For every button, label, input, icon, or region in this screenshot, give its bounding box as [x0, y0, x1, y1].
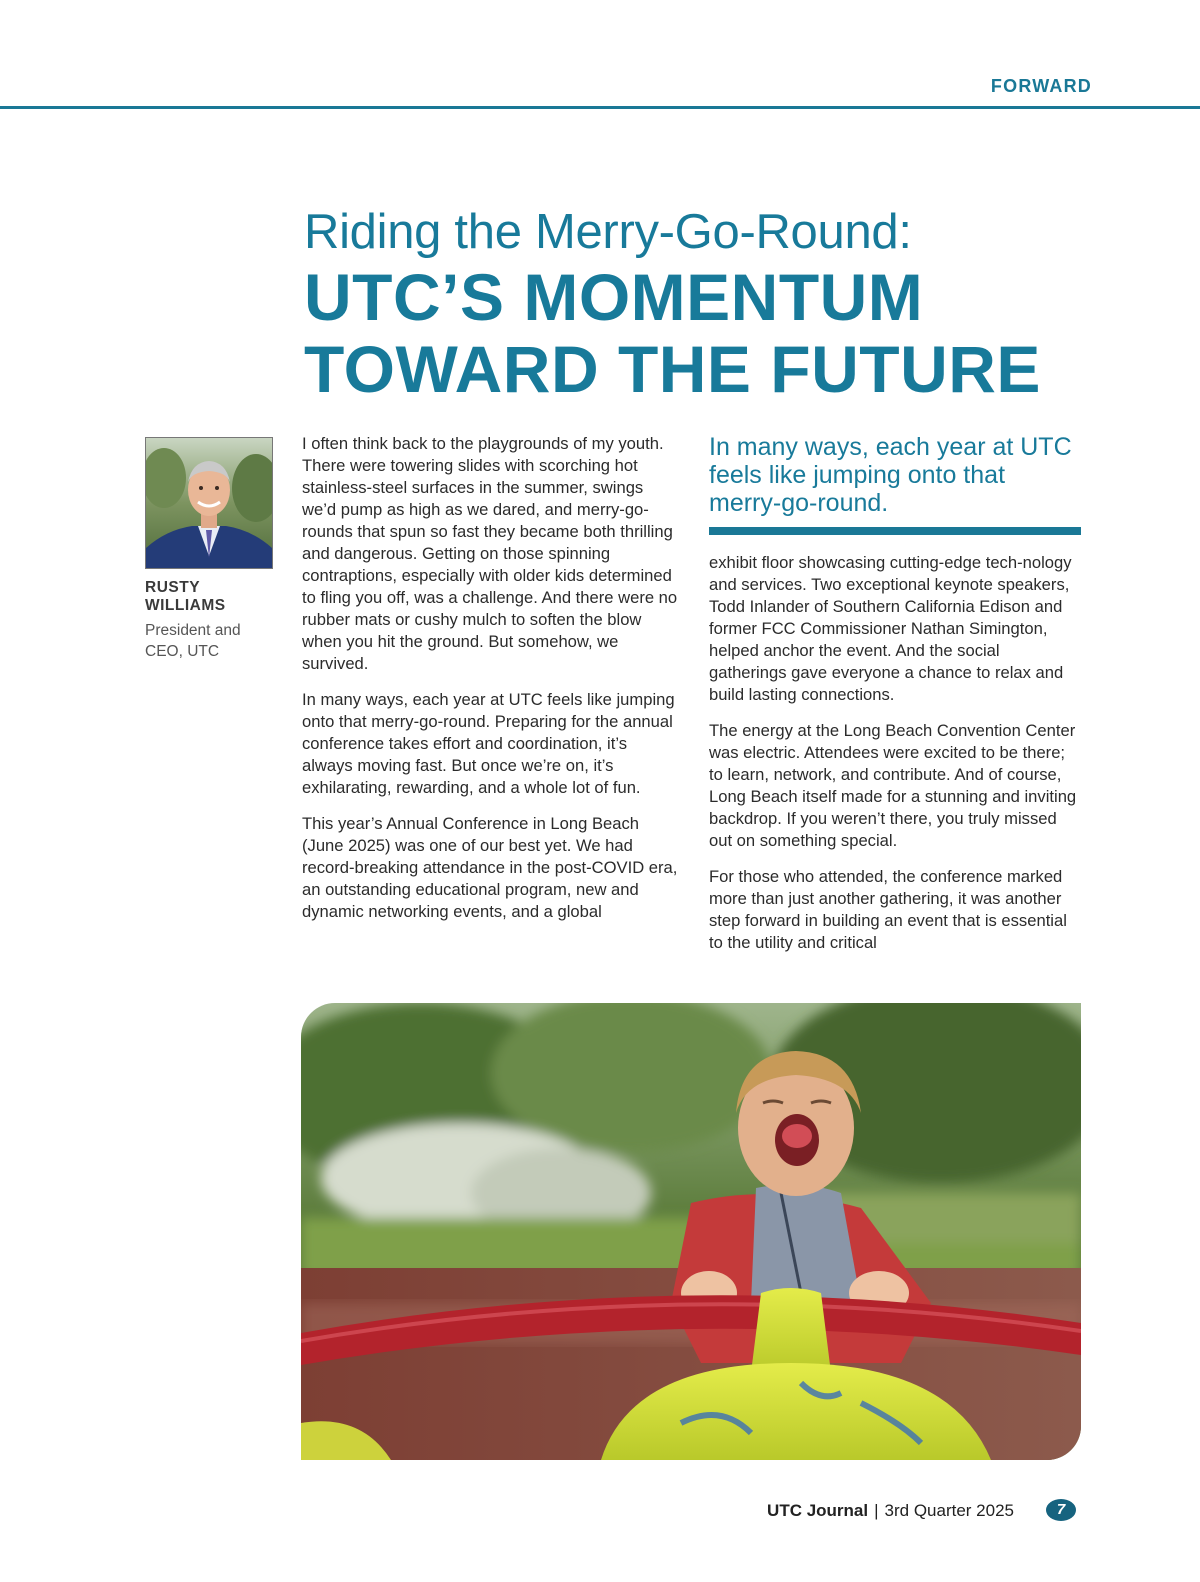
page-number-badge: 7	[1046, 1499, 1076, 1521]
body-paragraph: This year’s Annual Conference in Long Beach (June 2025) was one of our best yet. We had record-breaking attendance in the post-COVID era, an outstanding educational program, new and dynamic networking events, and a global	[302, 814, 678, 921]
footer-separator: |	[874, 1501, 879, 1520]
author-name: RUSTY WILLIAMS	[145, 579, 226, 614]
author-photo	[145, 437, 273, 569]
body-paragraph: I often think back to the playgrounds of my youth. There were towering slides with scorching hot stainless-steel surfaces in the summer, swings we’d pump as high as we dared, and merry-go-rounds that spun so fast they became both thrilling and dangerous. Getting on those spinning contraptions, especially with older kids determined to fling you off, was a challenge. And there were no rubber mats or cushy mulch to soften the blow when you hit the ground. But somehow, we survived.	[302, 434, 678, 673]
title-main-line-1: UTC’S MOMENTUM	[304, 260, 924, 334]
footer-issue: 3rd Quarter 2025	[884, 1501, 1014, 1520]
pull-quote-rule	[709, 527, 1081, 535]
article-title	[304, 203, 1094, 405]
header-rule	[0, 106, 1200, 109]
body-paragraph: For those who attended, the conference marked more than just another gathering, it was another step forward in building an event that is essential to the utility and critical	[709, 867, 1067, 952]
title-main-line-2: TOWARD THE FUTURE	[304, 332, 1041, 406]
pull-quote: In many ways, each year at UTC feels like jumping onto that merry-go-round.	[709, 433, 1072, 517]
author-byline	[145, 437, 277, 662]
body-paragraph: The energy at the Long Beach Convention Center was electric. Attendees were excited to be there; to learn, network, and contribute. And of course, Long Beach itself made for a stunning and inviting backdrop. If you weren’t there, you truly missed out on something special.	[709, 721, 1077, 850]
author-title	[145, 620, 277, 662]
footer-text	[767, 1501, 1014, 1521]
title-kicker: Riding the Merry-Go-Round:	[304, 205, 912, 259]
page-footer	[0, 1499, 1200, 1525]
author-role-line-1: President and	[145, 622, 241, 639]
section-label: FORWARD	[990, 76, 1092, 96]
body-column-right	[709, 552, 1081, 968]
author-role-line-2: CEO, UTC	[145, 643, 220, 660]
hero-image	[301, 1003, 1081, 1460]
body-column-left	[302, 433, 680, 937]
footer-journal-name: UTC Journal	[767, 1501, 869, 1520]
body-paragraph: exhibit floor showcasing cutting-edge tech-nology and services. Two exceptional keynote speakers, Todd Inlander of Southern California Edison and former FCC Commissioner Nathan Simington, helped anchor the event. And the social gatherings gave everyone a chance to relax and build lasting connections.	[709, 553, 1072, 704]
body-paragraph: In many ways, each year at UTC feels like jumping onto that merry-go-round. Preparing for the annual conference takes effort and coordination, it’s always moving fast. But once we’re on, it’s exhilarating, rewarding, and a whole lot of fun.	[302, 690, 675, 797]
